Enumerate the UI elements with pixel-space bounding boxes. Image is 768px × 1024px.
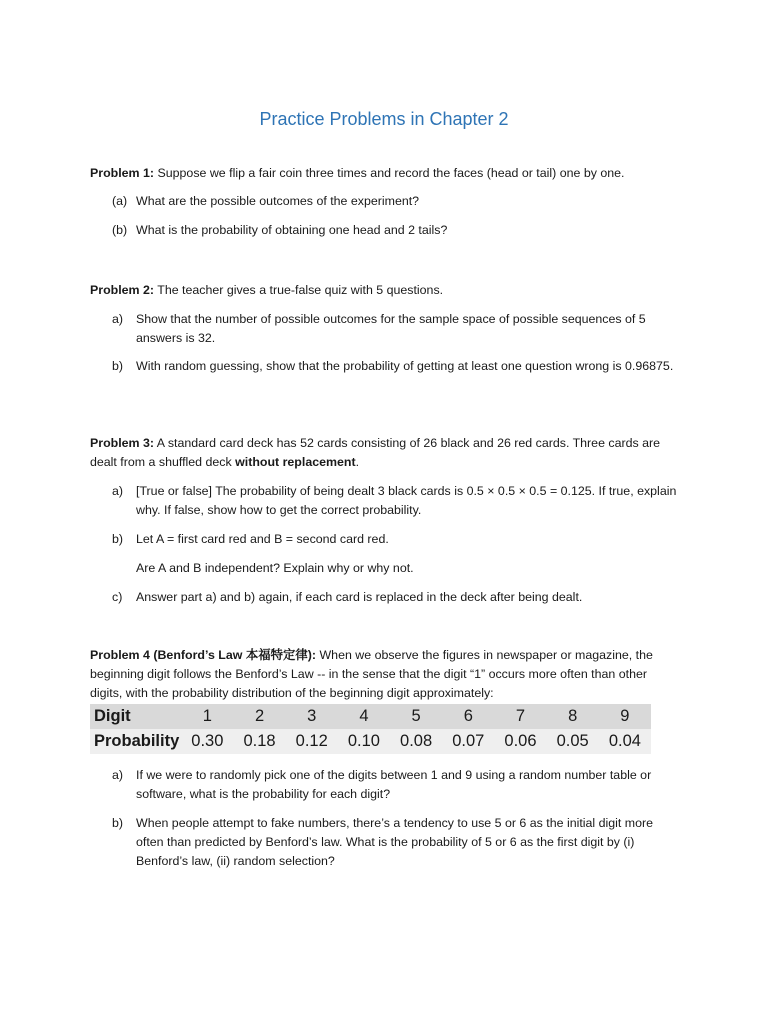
item-label: (b) [112,223,128,237]
problem-2-statement [90,281,682,300]
problem-3-item-c [112,588,682,607]
problem-2-text: The teacher gives a true-false quiz with 5 questions. [154,283,444,297]
item-label: (a) [112,194,128,208]
problem-1-label: Problem 1: [90,166,155,180]
item-text: Show that the number of possible outcomes for the sample space of possible sequences of 5 answers is 32. [136,312,646,345]
digit-cell: 2 [233,704,285,729]
page-title: Practice Problems in Chapter 2 [259,109,509,129]
item-text: Let A = first card red and B = second card red. [136,532,389,546]
problem-1-item-b [112,221,682,240]
benford-table [90,704,651,754]
probability-header: Probability [90,729,181,754]
problem-3-item-b [112,530,682,549]
item-text: What are the possible outcomes of the experiment? [136,194,420,208]
probability-cell: 0.06 [494,729,546,754]
item-label: a) [112,768,124,782]
item-label: c) [112,590,123,604]
problem-3-label: Problem 3: [90,436,155,450]
digit-row [90,704,651,729]
probability-cell: 0.04 [599,729,651,754]
digit-cell: 8 [547,704,599,729]
probability-row [90,729,651,754]
probability-cell: 0.30 [181,729,233,754]
probability-cell: 0.10 [338,729,390,754]
digit-header: Digit [90,704,181,729]
item-label: a) [112,312,124,326]
item-label: b) [112,816,124,830]
problem-4-label: Problem 4 (Benford’s Law 本福特定律): [90,648,317,662]
probability-cell: 0.05 [547,729,599,754]
digit-cell: 6 [442,704,494,729]
problem-1-text: Suppose we flip a fair coin three times and record the faces (head or tail) one by one. [154,166,625,180]
problem-4-text: When we observe the figures in newspaper or magazine, the beginning digit follows the Benford’s Law -- in the sense that the digit “1” occurs more often than other digits, with the probability distribution of the beginning digit approximately: [90,648,653,700]
digit-cell: 5 [390,704,442,729]
item-label: b) [112,359,124,373]
item-text: When people attempt to fake numbers, there’s a tendency to use 5 or 6 as the initial digit more often than predicted by Benford’s law. What is the probability of 5 or 6 as the first digit by (i) Benford’s law, (ii) random selection? [136,816,654,868]
probability-cell: 0.12 [286,729,338,754]
problem-2-label: Problem 2: [90,283,155,297]
item-text: With random guessing, show that the probability of getting at least one question wrong is 0.96875. [136,359,674,373]
problem-3-statement [90,434,682,472]
item-text: What is the probability of obtaining one head and 2 tails? [136,223,448,237]
item-text: [True or false] The probability of being dealt 3 black cards is 0.5 × 0.5 × 0.5 = 0.125. If true, explain why. If false, show how to get the correct probability. [136,484,677,517]
digit-cell: 9 [599,704,651,729]
problem-1-statement [90,164,682,183]
digit-cell: 4 [338,704,390,729]
problem-2-item-b [112,357,682,376]
item-text: Answer part a) and b) again, if each card is replaced in the deck after being dealt. [136,590,583,604]
problem-4-item-b [112,814,682,871]
item-label: b) [112,532,124,546]
problem-3-text: A standard card deck has 52 cards consisting of 26 black and 26 red cards. Three cards are dealt from a shuffled deck [90,436,661,469]
digit-cell: 1 [181,704,233,729]
probability-cell: 0.07 [442,729,494,754]
problem-2-item-a [112,310,682,348]
problem-1-item-a [112,192,682,211]
problem-4-statement [90,646,682,703]
problem-3-end: . [355,455,360,469]
probability-cell: 0.08 [390,729,442,754]
problem-4-item-a [112,766,682,804]
problem-3-item-b-followup: Are A and B independent? Explain why or why not. [136,561,414,575]
digit-cell: 7 [494,704,546,729]
item-text: If we were to randomly pick one of the digits between 1 and 9 using a random number table or software, what is the probability for each digit? [136,768,652,801]
problem-3-emphasis: without replacement [235,455,356,469]
problem-3-item-a [112,482,682,520]
probability-cell: 0.18 [233,729,285,754]
digit-cell: 3 [286,704,338,729]
item-label: a) [112,484,124,498]
